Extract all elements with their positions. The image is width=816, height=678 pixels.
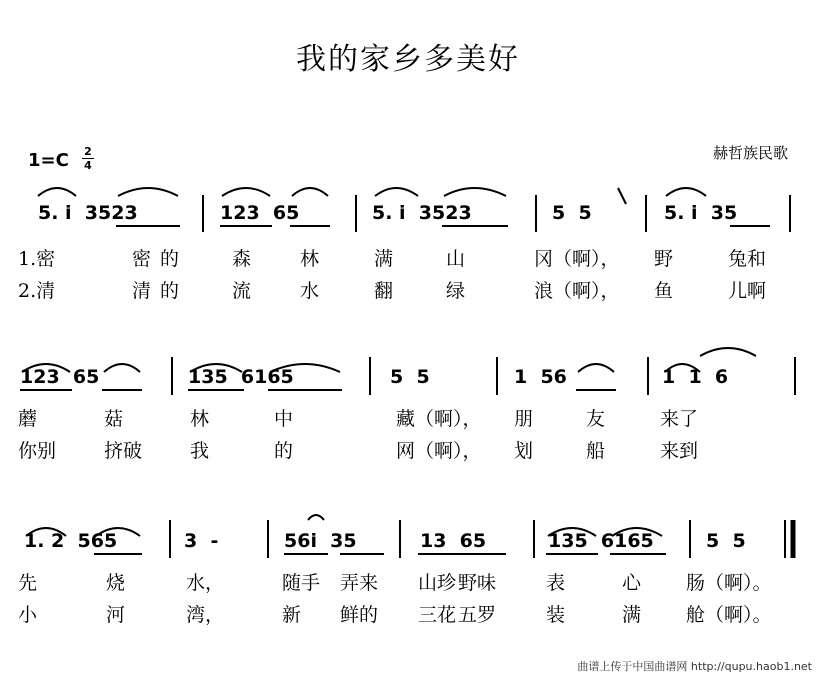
measure-notes: 1 1 6 (662, 366, 729, 388)
lyric-word: 山珍 (418, 572, 457, 594)
slur (375, 188, 418, 196)
lyric-word: 来到 (660, 440, 699, 462)
lyric-word: 来了 (660, 408, 699, 430)
lyric-word: 挤破 (104, 440, 143, 462)
slur (308, 515, 324, 520)
lyric-word: 水 (300, 280, 320, 302)
measure-notes: 1 56 (514, 366, 567, 388)
lyric-word: 友 (586, 408, 606, 430)
lyric-word: 中 (274, 408, 294, 430)
song-title: 我的家乡多美好 (296, 42, 520, 77)
lyric-word: 肠（啊）。 (686, 572, 772, 594)
measure-notes: 123 65 (20, 366, 100, 388)
lyric-word: 先 (18, 572, 38, 594)
lyric-word: 冈（啊）， (534, 248, 620, 270)
measure-notes: 5 5 (706, 530, 746, 552)
meter-numerator: 2 (84, 145, 92, 158)
slur (578, 364, 614, 372)
lyric-word: 浪（啊）， (534, 280, 620, 302)
slur (292, 188, 328, 196)
measure-notes: 135 6165 (188, 366, 294, 388)
slur (38, 188, 76, 196)
measure-notes: 135 6165 (548, 530, 654, 552)
lyric-word: 的 (274, 440, 294, 462)
lyric-word: 流 (232, 280, 252, 302)
lyric-word: 林 (300, 248, 320, 270)
slur (700, 348, 756, 356)
lyric-word: 的 (160, 280, 180, 302)
lyric-word: 鱼 (654, 280, 674, 302)
lyric-word: 兔和 (728, 248, 767, 270)
lyric-word: 随手 (282, 572, 321, 594)
slur (444, 188, 506, 196)
lyric-word: 小 (18, 604, 38, 626)
lyric-word: 新 (282, 604, 302, 626)
lyric-word: 鲜的 (340, 604, 379, 626)
key-signature: 1=C (28, 150, 69, 171)
measure-notes: 5 5 (390, 366, 430, 388)
slur (104, 364, 140, 372)
lyric-word: 的 (160, 248, 180, 270)
lyric-word: 菇 (104, 408, 124, 430)
lyric-word: 网（啊）， (396, 440, 482, 462)
lyric-word: 密 (132, 248, 152, 270)
lyric-word: 朋 (514, 408, 534, 430)
lyric-word: 我 (190, 440, 210, 462)
lyric-word: 烧 (106, 572, 126, 594)
lyric-word: 蘑 (18, 408, 38, 430)
lyric-word: 野 (654, 248, 674, 270)
measure-notes: 5. i 3523 (372, 202, 472, 224)
slur (222, 188, 270, 196)
lyric-word: 森 (232, 248, 252, 270)
lyric-word: 五罗 (458, 604, 497, 626)
lyric-word: 装 (546, 604, 566, 626)
slur (118, 188, 178, 196)
lyric-word: 你别 (18, 440, 57, 462)
song-source: 赫哲族民歌 (712, 144, 788, 162)
lyric-word: 绿 (446, 280, 466, 302)
site-watermark: 曲谱上传于中国曲谱网 http://qupu.haob1.net (577, 660, 812, 673)
lyric-word: 划 (514, 440, 534, 462)
measure-notes: 5 5 (552, 202, 592, 224)
lyric-word: 湾， (186, 604, 225, 626)
measure-notes: 1. 2 565 (24, 530, 118, 552)
lyric-word: 1.密 (18, 248, 56, 270)
lyric-word: 河 (106, 604, 126, 626)
slur (666, 188, 706, 196)
lyric-word: 野味 (458, 572, 497, 594)
lyric-word: 翻 (374, 280, 394, 302)
lyric-word: 满 (622, 604, 642, 626)
measure-notes: 123 65 (220, 202, 300, 224)
lyric-word: 弄来 (340, 572, 379, 594)
measure-notes: 13 65 (420, 530, 487, 552)
measure-notes: 5. i 35 (664, 202, 738, 224)
meter-denominator: 4 (84, 159, 92, 172)
lyric-word: 三花 (418, 604, 457, 626)
lyric-word: 舱（啊）。 (686, 604, 772, 626)
lyric-word: 水， (186, 572, 225, 594)
lyric-word: 儿啊 (728, 280, 767, 302)
breath-mark (618, 188, 626, 204)
lyric-word: 心 (622, 572, 642, 594)
measure-notes: 3 - (184, 530, 219, 552)
lyric-word: 清 (132, 280, 152, 302)
measure-notes: 5. i 3523 (38, 202, 138, 224)
lyric-word: 山 (446, 248, 466, 270)
lyric-word: 表 (546, 572, 566, 594)
measure-notes: 56i 35 (284, 530, 357, 552)
lyric-word: 满 (374, 248, 394, 270)
lyric-word: 船 (586, 440, 606, 462)
lyric-word: 2.清 (18, 280, 56, 302)
lyric-word: 林 (190, 408, 210, 430)
lyric-word: 藏（啊）， (396, 408, 482, 430)
